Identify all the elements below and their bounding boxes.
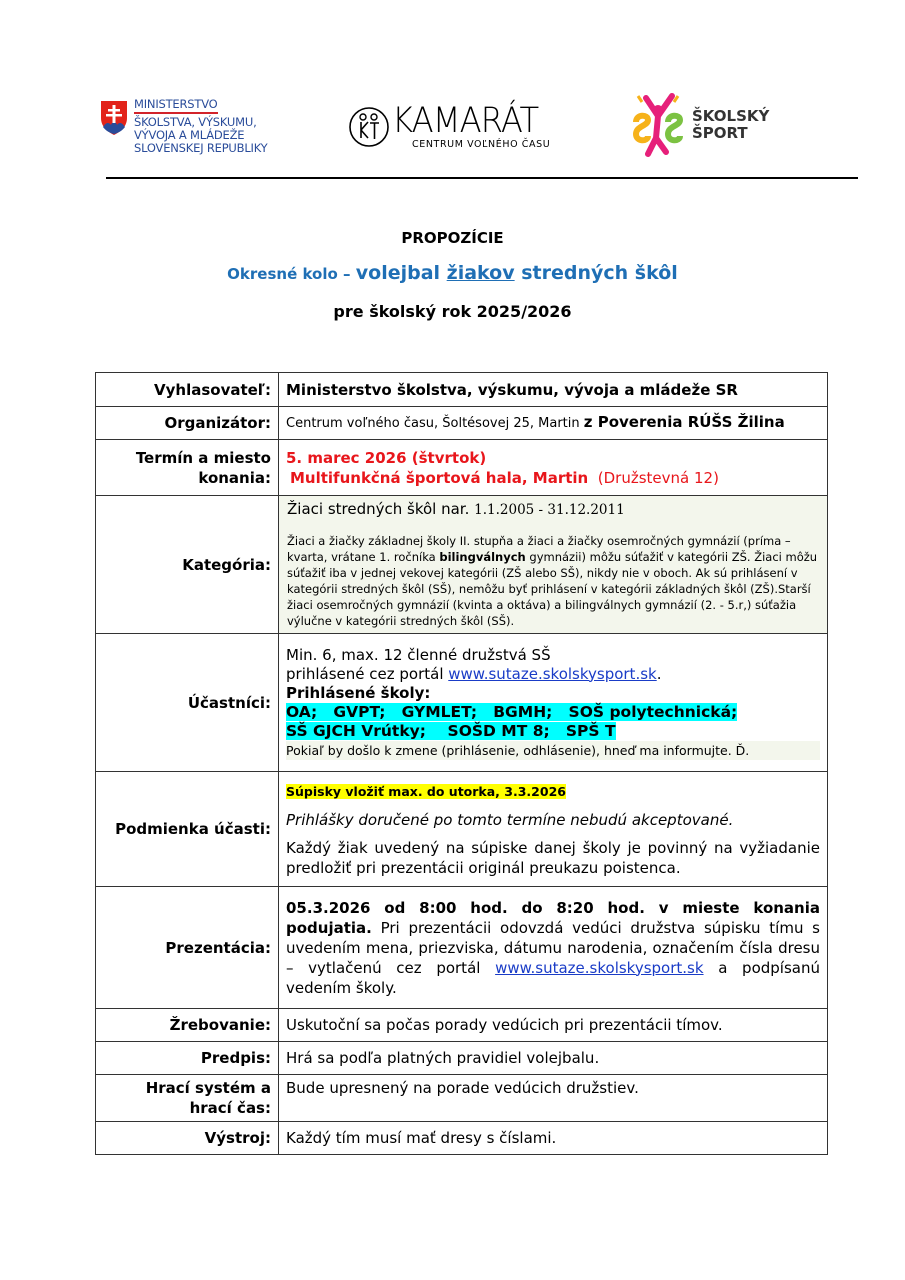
document-heading: PROPOZÍCIE [401, 229, 504, 247]
header-divider [106, 177, 858, 179]
portal-link-presentation[interactable]: www.sutaze.skolskysport.sk [495, 958, 704, 977]
registration-text: prihlásené cez portál [286, 664, 449, 683]
value-predpis: Hrá sa podľa platných pravidiel volejbalu. [279, 1042, 828, 1075]
table-row-zrebovanie [96, 1009, 828, 1042]
portal-link[interactable]: www.sutaze.skolskysport.sk [448, 664, 657, 683]
value-vyhlasovatel: Ministerstvo školstva, výskumu, vývoja a mládeže SR [279, 373, 828, 407]
label-prezentacia: Prezentácia: [96, 887, 279, 1009]
label-termin: Termín a miesto konania: [96, 440, 279, 496]
late-applications-note: Prihlášky doručené po tomto termíne nebudú akceptované. [286, 810, 734, 829]
value-podmienka [279, 772, 828, 887]
label-vystroj: Výstroj: [96, 1122, 279, 1155]
registered-schools-line1: OA; GVPT; GYMLET; BGMH; SOŠ polytechnická; [286, 702, 738, 721]
table-row-termin [96, 440, 828, 496]
ministry-logo [100, 98, 268, 155]
organizer-mandate: z Poverenia RÚŠS Žilina [583, 413, 785, 431]
kamarat-circle-logo-icon [348, 106, 390, 148]
organizer-address: Centrum voľného času, Šoltésovej 25, Martin [286, 416, 584, 431]
value-kategoria [279, 496, 828, 634]
team-size: Min. 6, max. 12 členné družstvá SŠ [286, 645, 551, 664]
label-vyhlasovatel: Vyhlasovateľ: [96, 373, 279, 407]
skolsky-sport-logo [632, 92, 769, 158]
slovak-coat-of-arms-icon [100, 100, 128, 136]
category-birth-dates: 1.1.2005 - 31.12.2011 [474, 502, 625, 518]
value-termin [279, 440, 828, 496]
table-row-vystroj [96, 1122, 828, 1155]
kamarat-logo [348, 101, 551, 150]
value-vystroj: Každý tím musí mať dresy s číslami. [279, 1122, 828, 1155]
table-row-ucastnici [96, 634, 828, 772]
subtitle-underlined: žiakov [446, 262, 515, 284]
propositions-table [95, 372, 828, 1155]
insurance-requirement: Každý žiak uvedený na súpiske danej školy je povinný na vyžiadanie predložiť pri prezentácii originál preukazu poistenca. [286, 838, 820, 877]
kamarat-subtitle: CENTRUM VOĽNÉHO ČASU [412, 139, 551, 150]
value-organizator [279, 407, 828, 440]
category-rules: Žiaci a žiačky základnej školy II. stupňa a žiaci a žiačky osemročných gymnázií (príma – kvarta, vrátane 1. ročníka bilingválnych gymnázii) môžu súťažiť v kategórii ZŠ. Žiaci môžu súťažiť iba v jednej vekovej kategórii (ZŠ alebo SŠ), nikdy nie v oboch. Ak sú prihlásení v kategórii stredných škôl (SŠ), nemôžu byť prihlásení v kategórii základných škôl (ZŠ).Starší žiaci osemročných gymnázií (kvinta a oktáva) a bilingválnych gymnázií (2. - 5.r,) súťažia výlučne v kategórii stredných škôl (SŠ). [287, 534, 818, 628]
label-organizator: Organizátor: [96, 407, 279, 440]
sport-name-line2: ŠPORT [692, 124, 748, 142]
roster-deadline: Súpisky vložiť max. do utorka, 3.3.2026 [286, 783, 566, 799]
sport-name-line1: ŠKOLSKÝ [692, 107, 770, 125]
value-ucastnici: Min. 6, max. 12 členné družstvá SŠ prihlásené cez portál www.sutaze.skolskysport.sk. Prihlásené školy: OA; GVPT; GYMLET; BGMH; SOŠ polytechnická; SŠ GJCH Vrútky; SOŠD MT 8; SPŠ T Pokiaľ by došlo k zmene (prihlásenie, odhlásenie), hneď ma informujte. Ď. [279, 634, 828, 772]
table-row-vyhlasovatel [96, 373, 828, 407]
registered-schools-heading: Prihlásené školy: [286, 683, 431, 702]
label-predpis: Predpis: [96, 1042, 279, 1075]
ministry-name-line2: ŠKOLSTVA, VÝSKUMU, [134, 115, 257, 129]
presentation-time: 05.3.2026 od 8:00 hod. do 8:20 hod. v mieste konania podujatia. [286, 898, 820, 937]
event-address: (Družstevná 12) [597, 468, 719, 487]
label-ucastnici: Účastníci: [96, 634, 279, 772]
logo-header [0, 0, 905, 180]
label-podmienka: Podmienka účasti: [96, 772, 279, 887]
document-subtitle [0, 262, 905, 284]
subtitle-schools: stredných škôl [514, 262, 678, 284]
subtitle-round: Okresné kolo – [227, 265, 356, 283]
school-year: pre školský rok 2025/2026 [333, 302, 572, 321]
value-hraci-system: Bude upresnený na porade vedúcich družstiev. [279, 1075, 828, 1122]
label-zrebovanie: Žrebovanie: [96, 1009, 279, 1042]
ministry-name-line3: VÝVOJA A MLÁDEŽE [134, 128, 245, 142]
table-row-kategoria [96, 496, 828, 634]
kamarat-name: KAMARÁT [392, 101, 539, 141]
skolsky-sport-figure-icon [632, 92, 684, 158]
label-hraci-system: Hrací systém a hrací čas: [96, 1075, 279, 1122]
label-kategoria: Kategória: [96, 496, 279, 634]
table-row-prezentacia [96, 887, 828, 1009]
event-date: 5. marec 2026 (štvrtok) [286, 448, 487, 467]
ministry-name-line4: SLOVENSKEJ REPUBLIKY [134, 141, 268, 155]
table-row-podmienka [96, 772, 828, 887]
category-main: Žiaci stredných škôl nar. [287, 500, 475, 518]
event-venue: Multifunkčná športová hala, Martin [290, 468, 589, 487]
table-row-predpis [96, 1042, 828, 1075]
value-zrebovanie: Uskutoční sa počas porady vedúcich pri prezentácii tímov. [279, 1009, 828, 1042]
registered-schools-line2: SŠ GJCH Vrútky; SOŠD MT 8; SPŠ T [286, 721, 616, 740]
change-notice: Pokiaľ by došlo k zmene (prihlásenie, odhlásenie), hneď ma informujte. Ď. [286, 741, 820, 760]
value-prezentacia: 05.3.2026 od 8:00 hod. do 8:20 hod. v mieste konania podujatia. Pri prezentácii odovzdá vedúci družstva súpisku tímu s uvedením mena, priezviska, dátumu narodenia, označením čísla dresu – vytlačenú cez portál www.sutaze.skolskysport.sk a podpísanú vedením školy. [279, 887, 828, 1009]
table-row-hraci-system [96, 1075, 828, 1122]
ministry-name-line1: MINISTERSTVO [134, 98, 218, 114]
subtitle-sport: volejbal [355, 262, 447, 284]
table-row-organizator [96, 407, 828, 440]
